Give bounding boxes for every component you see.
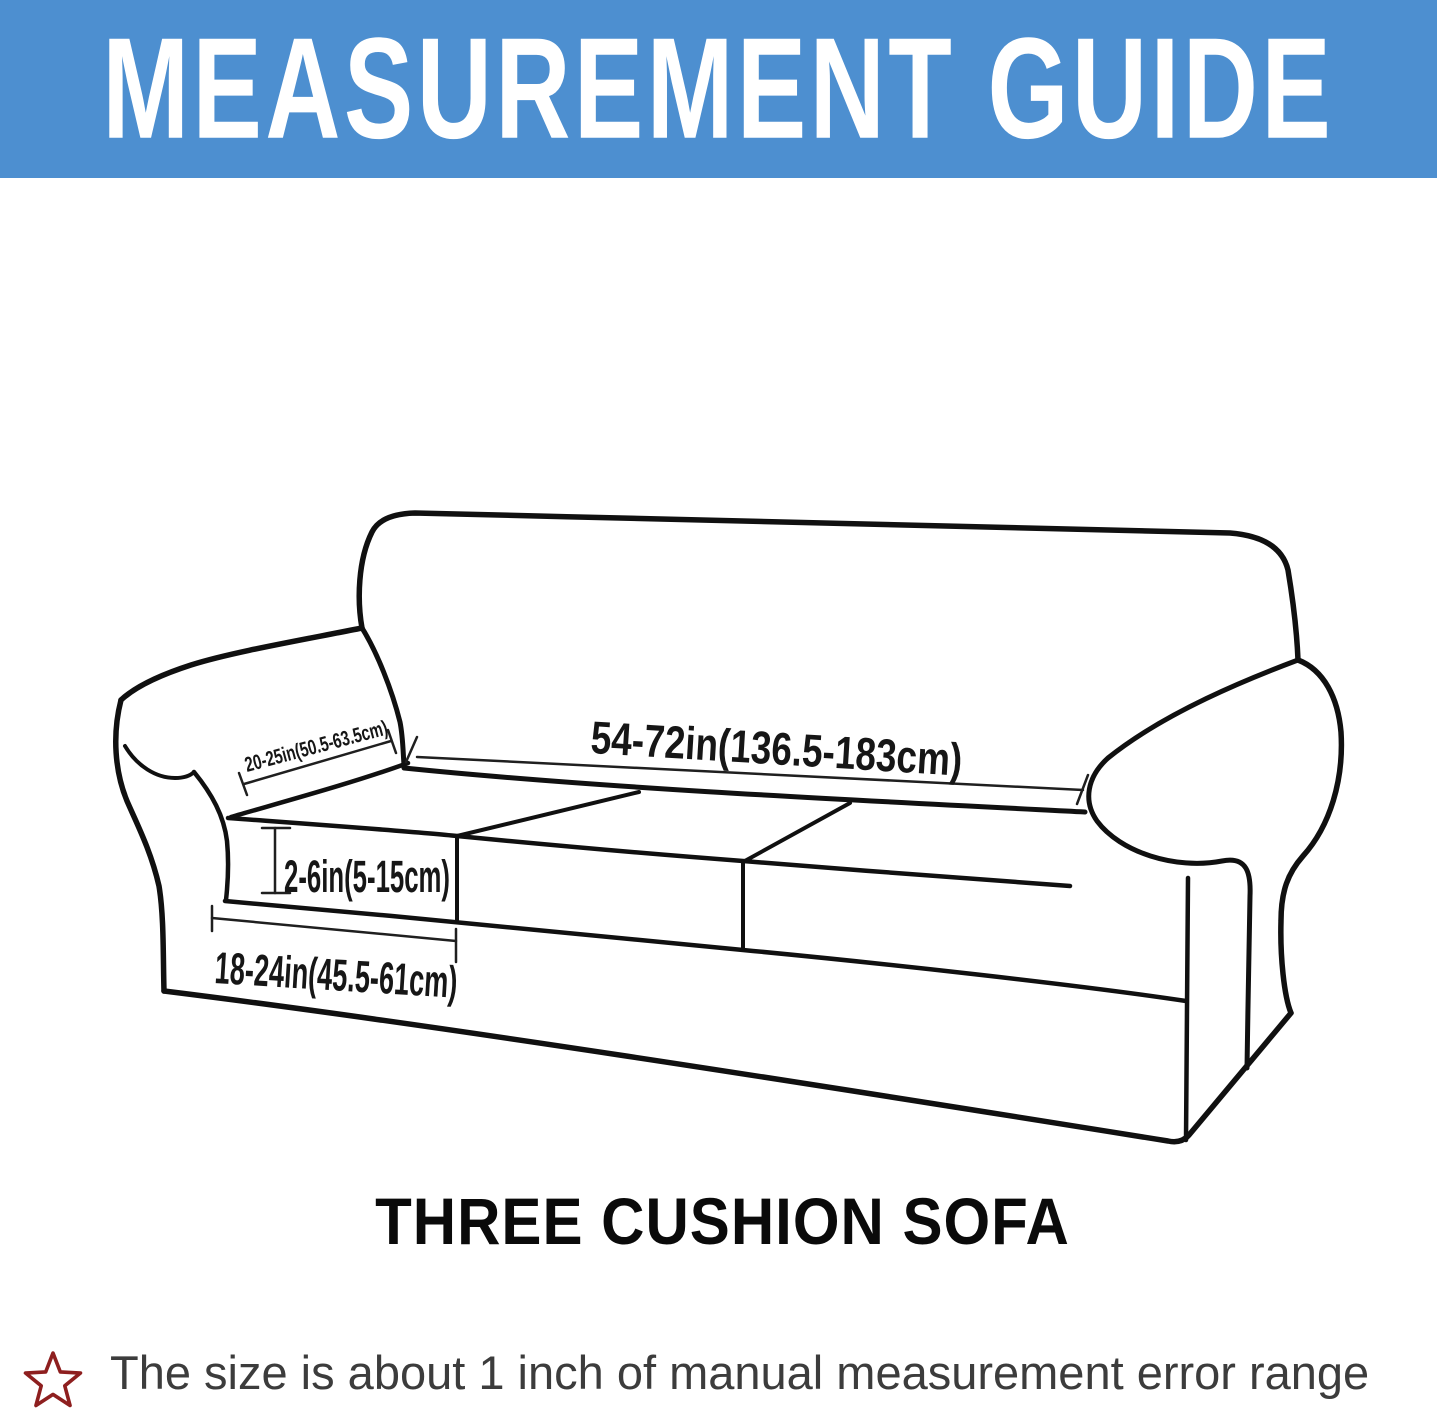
footnote: [0, 1340, 1445, 1414]
dimension-label-seat-width: 54-72in(136.5-183cm): [589, 711, 1055, 792]
left-arm-front-edge: [194, 772, 228, 900]
left-arm-scroll-curl: [125, 746, 194, 778]
dimension-label-arm-back-height: 20-25in(50.5-63.5cm): [242, 701, 447, 777]
right-arm-outer-edge: [1281, 660, 1342, 1013]
page-title: MEASUREMENT GUIDE: [102, 8, 1335, 170]
seat-back-edge: [404, 768, 1085, 812]
sofa-type-label: THREE CUSHION SOFA: [375, 1184, 1070, 1258]
cushion-divider-left-top: [457, 792, 639, 836]
dim-tick: [406, 737, 417, 762]
star-outline-icon: [22, 1351, 84, 1413]
right-arm-scroll: [1089, 660, 1298, 1068]
dim-line-depth: [212, 918, 456, 941]
cushion-divider-right-top: [743, 803, 850, 862]
base-bottom-edge: [164, 991, 1291, 1142]
base-right-corner-edge: [1186, 878, 1188, 1140]
left-arm-crest: [121, 628, 362, 700]
sofa-type-caption-row: [0, 1184, 1445, 1258]
left-arm-outer-edge: [116, 700, 164, 991]
dimension-label-cushion-thickness: 2-6in(5-15cm): [284, 851, 450, 902]
sofa-back-outline: [359, 513, 1298, 660]
footnote-text: The size is about 1 inch of manual measurement error range: [110, 1346, 1370, 1399]
dimension-label-cushion-depth: 18-24in(45.5-61cm): [213, 942, 619, 1018]
sofa-line-art: [116, 513, 1342, 1142]
